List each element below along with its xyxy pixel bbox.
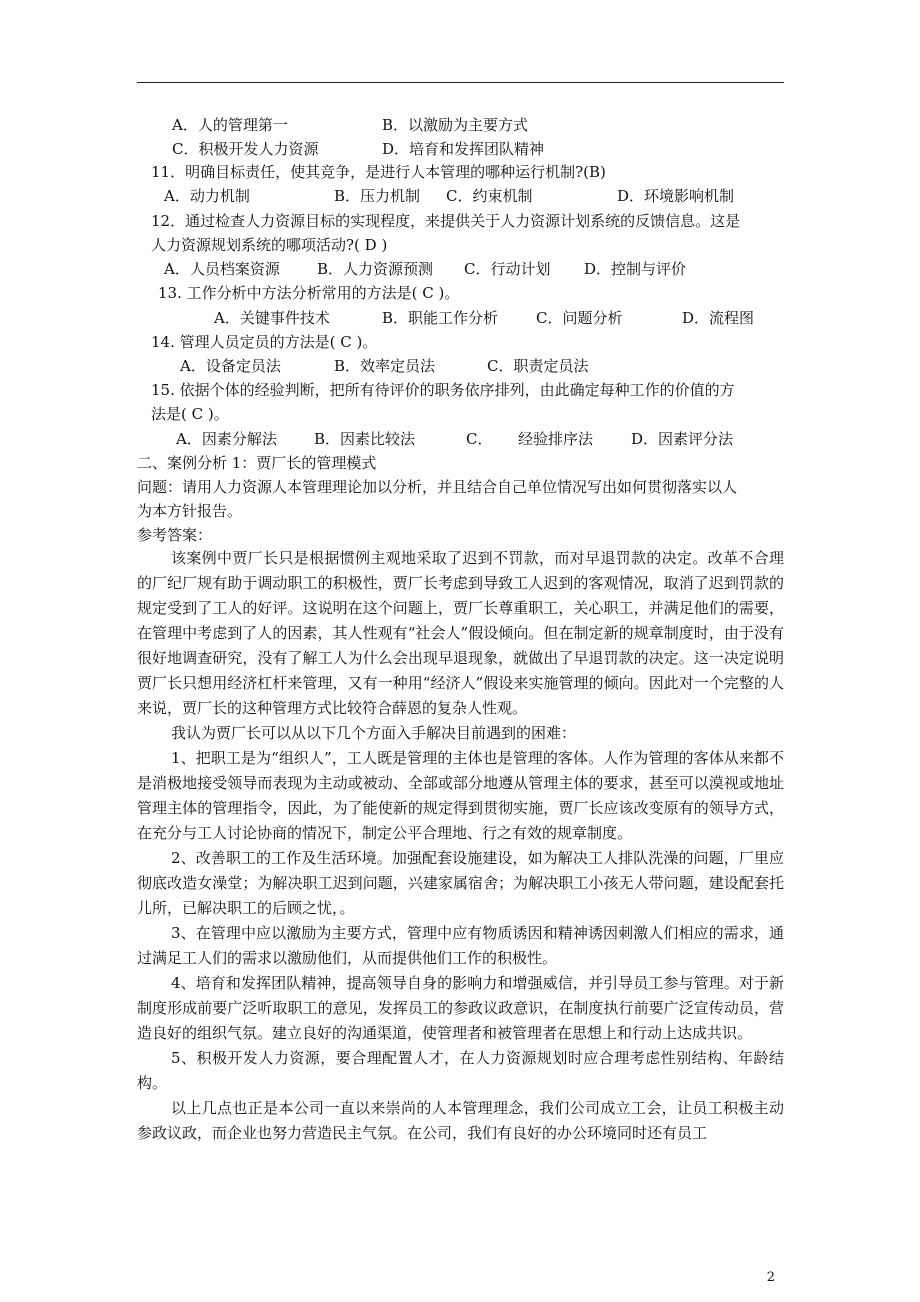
header-rule [137, 82, 784, 83]
q15-option-d: D．因素评分法 [631, 430, 734, 448]
q15-option-c-letter: C． [466, 430, 493, 448]
answer-paragraph-3: 1、把职工是为“组织人”，工人既是管理的主体也是管理的客体。人作为管理的客体从来都不是消极地接受领导而表现为主动或被动、全部或部分地遵从管理主体的要求，甚至可以漠视或地址管理主体的管理指令，因此，为了能使新的规定得到贯彻实施，贾厂长应该改变原有的领导方式，在充分与工人讨论协商的情况下，制定公平合理地、行之有效的规章制度。 [137, 749, 784, 842]
q14-stem: 14. 管理人员定员的方法是( C )。 [151, 333, 378, 351]
q15-stem-line1: 15. 依据个体的经验判断，把所有待评价的职务依序排列，由此确定每种工作的价值的方 [151, 381, 735, 399]
answer-paragraph-6: 4、培育和发挥团队精神，提高领导自身的影响力和增强威信，并引导员工参与管理。对于新制度形成前要广泛听取职工的意见，发挥员工的参政议政意识，在制度执行前要广泛宣传动员，营造良好的组织气氛。建立良好的沟通渠道，使管理者和被管理者在思想上和行动上达成共识。 [137, 974, 784, 1042]
q15-stem-line2: 法是( C )。 [151, 405, 229, 423]
q10-option-c: C．积极开发人力资源 [172, 140, 319, 158]
answer-body [137, 546, 784, 1146]
q15-option-b: B．因素比较法 [314, 430, 416, 448]
q15-option-c: 经验排序法 [518, 430, 594, 448]
answer-paragraph-7: 5、积极开发人力资源，要合理配置人才，在人力资源规划时应合理考虑性别结构、年龄结构。 [137, 1049, 784, 1092]
q13-stem: 13. 工作分析中方法分析常用的方法是( C )。 [158, 284, 460, 302]
q15-option-a: A．因素分解法 [176, 430, 277, 448]
q11-option-b: B．压力机制 [334, 187, 421, 205]
answer-paragraph-8: 以上几点也正是本公司一直以来崇尚的人本管理理念，我们公司成立工会，让员工积极主动参政议政，而企业也努力营造民主气氛。在公司，我们有良好的办公环境同时还有员工 [137, 1099, 784, 1142]
q14-option-a: A．设备定员法 [180, 357, 281, 375]
q13-option-d: D．流程图 [682, 309, 755, 327]
q13-option-a: A．关键事件技术 [214, 309, 330, 327]
case-question-line2: 为本方针报告。 [137, 502, 243, 520]
q10-option-b: B．以激励为主要方式 [382, 116, 529, 134]
q11-option-c: C．约束机制 [446, 187, 533, 205]
q12-stem-line1: 12．通过检查人力资源目标的实现程度，来提供关于人力资源计划系统的反馈信息。这是 [151, 212, 741, 230]
answer-paragraph-1: 该案例中贾厂长只是根据惯例主观地采取了迟到不罚款，而对早退罚款的决定。改革不合理的厂纪厂规有助于调动职工的积极性，贾厂长考虑到导致工人迟到的客观情况，取消了迟到罚款的规定受到了工人的好评。这说明在这个问题上，贾厂长尊重职工，关心职工，并满足他们的需要，在管理中考虑到了人的因素，其人性观有“社会人”假设倾向。但在制定新的规章制度时，由于没有很好地调查研究，没有了解工人为什么会出现早退现象，就做出了早退罚款的决定。这一决定说明贾厂长只想用经济杠杆来管理，又有一种用“经济人”假设来实施管理的倾向。因此对一个完整的人来说，贾厂长的这种管理方式比较符合薛恩的复杂人性观。 [137, 549, 784, 717]
q14-option-c: C．职责定员法 [487, 357, 589, 375]
q13-option-b: B．职能工作分析 [382, 309, 499, 327]
q12-option-b: B．人力资源预测 [317, 260, 434, 278]
answer-paragraph-4: 2、改善职工的工作及生活环境。加强配套设施建设，如为解决工人排队洗澡的问题，厂里应彻底改造女澡堂；为解决职工迟到问题，兴建家属宿舍；为解决职工小孩无人带问题，建设配套托儿所，已解决职工的后顾之忧，。 [137, 849, 784, 917]
q14-option-b: B．效率定员法 [334, 357, 436, 375]
answer-paragraph-2: 我认为贾厂长可以从以下几个方面入手解决目前遇到的困难： [171, 724, 577, 742]
case-heading: 二、案例分析 1：贾厂长的管理模式 [137, 454, 377, 472]
q10-option-d: D．培育和发挥团队精神 [382, 140, 545, 158]
q10-option-a: A．人的管理第一 [172, 116, 288, 134]
q12-stem-line2: 人力资源规划系统的哪项活动?( D ) [151, 236, 388, 254]
q11-option-a: A．动力机制 [164, 187, 250, 205]
q13-option-c: C．问题分析 [536, 309, 623, 327]
answer-label: 参考答案： [137, 526, 213, 544]
page-number: 2 [766, 1270, 775, 1285]
case-question-line1: 问题：请用人力资源人本管理理论加以分析，并且结合自己单位情况写出如何贯彻落实以人 [137, 478, 738, 496]
q11-stem: 11．明确目标责任，使其竞争，是进行人本管理的哪种运行机制?(B) [151, 163, 606, 181]
q12-option-c: C．行动计划 [464, 260, 551, 278]
q11-option-d: D．环境影响机制 [617, 187, 735, 205]
q12-option-d: D．控制与评价 [584, 260, 687, 278]
q12-option-a: A．人员档案资源 [164, 260, 280, 278]
answer-paragraph-5: 3、在管理中应以激励为主要方式，管理中应有物质诱因和精神诱因刺激人们相应的需求，通过满足工人们的需求以激励他们，从而提供他们工作的积极性。 [137, 924, 784, 967]
